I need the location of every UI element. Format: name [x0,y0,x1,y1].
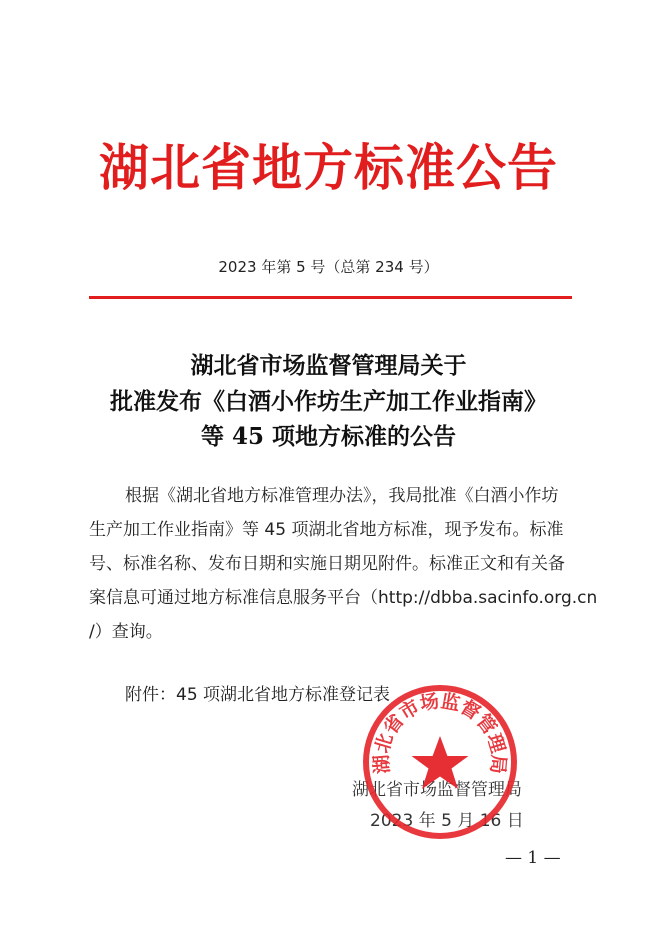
body-line-5: /）查询。 [89,622,163,642]
page-number: — 1 — [505,848,561,868]
red-divider [89,296,572,299]
body-line-1: 根据《湖北省地方标准管理办法》，我局批准《白酒小作坊 [125,486,559,506]
announcement-title-line2: 批准发布《白酒小作坊生产加工作业指南》 [110,388,547,415]
issuer-name: 湖北省市场监督管理局 [352,780,522,800]
announcement-title-line3: 等 45 项地方标准的公告 [200,423,457,450]
star-icon [412,736,469,789]
body-line-2: 生产加工作业指南》等 45 项湖北省地方标准，现予发布。标准 [89,520,564,540]
body-line-3: 号、标准名称、发布日期和实施日期见附件。标准正文和有关备 [89,554,565,574]
issue-date: 2023 年 5 月 16 日 [370,811,524,831]
official-seal [360,682,520,842]
issue-number: 2023 年第 5 号（总第 234 号） [218,258,439,276]
body-line-4: 案信息可通过地方标准信息服务平台（http://dbba.sacinfo.org.cn [89,588,598,608]
announcement-title-line1: 湖北省市场监督管理局关于 [190,352,467,379]
attachment-line: 附件：45 项湖北省地方标准登记表 [125,685,391,705]
seal-text: 湖北省市场监督管理局 [370,690,510,775]
masthead-title: 湖北省地方标准公告 [99,138,558,197]
